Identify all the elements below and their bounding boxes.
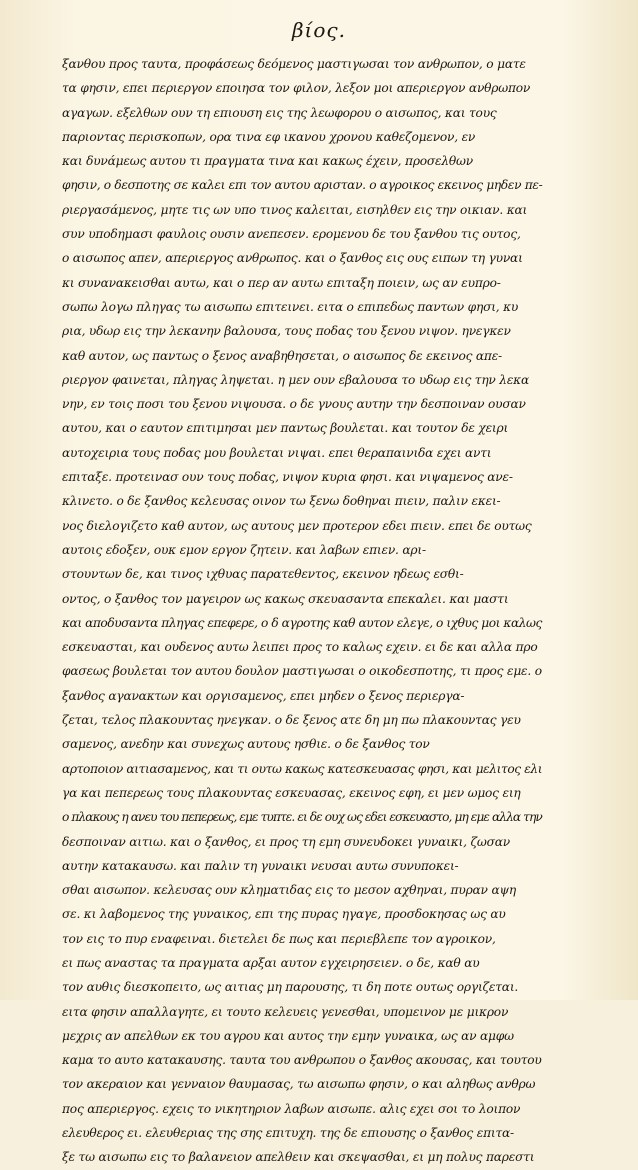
text-line: επιταξε. προτεινασ ουν τους ποδας, νιψον κυρια φησι. και νιψαμενος ανε- [62, 470, 513, 485]
text-line: ειτα φησιν απαλλαγητε, ει τουτο κελευεις γενεσθαι, υπομεινον με μικρον [62, 1004, 509, 1019]
text-line: καθ αυτον, ως παντως ο ξενος αναβηθησεται, ο αισωπος δε εκεινος απε- [62, 348, 502, 363]
text-line: αυτοις εδοξεν, ουκ εμον εργον ζητειν. και λαβων επιεν. αρι- [62, 542, 426, 557]
text-line: αγαγων. εξελθων ουν τη επιουση εις της λεωφορου ο αισωπος, και τους [62, 105, 497, 120]
text-line: τον ακεραιον και γενναιον θαυμασας, τω αισωπω φησιν, ο και αληθως ανθρω [62, 1077, 536, 1092]
text-line: νος διελογιζετο καθ αυτον, ως αυτους μεν προτερον εδει πιειν. επει δε ουτως [62, 518, 532, 533]
text-line: αυτοχειρια τους ποδας μου βουλεται νιψαι. επει θεραπαινιδα εχει αντι [62, 445, 492, 460]
text-line: ξανθος αγανακτων και οργισαμενος, επει μηδεν ο ξενος περιεργα- [62, 688, 465, 703]
text-line: αρτοποιον αιτιασαμενος, και τι ουτω κακως κατεσκευασας φησι, και μελιτος ελι [62, 761, 543, 776]
text-line: στουντων δε, και τινος ιχθυας παρατεθεντος, εκεινον ηδεως εσθι- [62, 567, 464, 582]
text-line: πος απεριεργος. εχεις το νικητηριον λαβων αισωπε. αλις εχει σοι το λοιπον [62, 1101, 521, 1116]
text-line: τα φησιν, επει περιεργον εποιησα τον φιλον, λεξον μοι απεριεργον ανθρωπον [62, 81, 531, 96]
text-line: ο αισωπος απεν, απεριεργος ανθρωπος. και ο ξανθος εις ους ειπων τη γυναι [62, 251, 523, 266]
text-line: ελευθερος ει. ελευθεριας της σης επιτυχη. της δε επιουσης ο ξανθος επιτα- [62, 1126, 514, 1141]
text-line: αυτην κατακαυσω. και παλιν τη γυναικι νευσαι αυτω συνυποκει- [62, 858, 459, 873]
text-line: κλινετο. ο δε ξανθος κελευσας οινον τω ξενω δοθηναι πιειν, παλιν εκει- [62, 494, 501, 509]
text-line: ξανθου προς ταυτα, προφάσεως δεόμενος μαστιγωσαι τον ανθρωπον, ο ματε [62, 57, 526, 71]
text-line: και αποδυσαντα πληγας επεφερε, ο δ αγροτης καθ αυτον ελεγε, ο ιχθυς μοι καλως [62, 615, 542, 630]
text-line: ρια, υδωρ εις την λεκανην βαλουσα, τους ποδας του ξενου νιψον. ηνεγκεν [62, 324, 511, 339]
text-line: και δυνάμεως αυτου τι πραγματα τινα και κακως έχειν, προσελθων [62, 154, 473, 169]
text-line: τον εις το πυρ εναφειναι. διετελει δε πως και περιεβλεπε τον αγροικον, [62, 931, 496, 946]
text-line: φασεως βουλεται τον αυτου δουλον μαστιγωσαι ο οικοδεσποτης, τι προς εμε. ο [62, 664, 542, 679]
text-line: σε. κι λαβομενος της γυναικος, επι της πυρας ηγαγε, προσδοκησας ως αυ [62, 907, 506, 922]
text-line: καμα το αυτο κατακαυσης. ταυτα του ανθρωπου ο ξανθος ακουσας, και τουτου [62, 1053, 542, 1068]
text-line: φησιν, ο δεσποτης σε καλει επι τον αυτου αρισταν. ο αγροικος εκεινος μηδεν πε- [62, 178, 543, 193]
text-line: σαμενος, ανεδην και συνεχως αυτους ησθιε. ο δε ξανθος τον [62, 737, 430, 752]
text-line: αυτου, και ο εαυτον επιτιμησαι μεν παντως βουλεται. και τουτον δε χειρι [62, 421, 509, 436]
text-line: μεχρις αν απελθων εκ του αγρου και αυτος την εμην γυναικα, ως αν αμφω [62, 1028, 514, 1043]
text-line: σθαι αισωπον. κελευσας ουν κληματιδας εις το μεσον αχθηναι, πυραν αψη [62, 883, 516, 898]
text-line: ει πως αναστας τα πραγματα αρξαι αυτον εγχειρησειεν. ο δε, καθ αυ [62, 955, 480, 970]
text-line: συν υποδημασι φαυλοις ουσιν ανεπεσεν. ερομενου δε του ξανθου τις ουτος, [62, 227, 521, 242]
text-line: τον αυθις διεσκοπειτο, ως αιτιας μη παρουσης, τι δη ποτε ουτως οργιζεται. [62, 980, 519, 995]
text-line: γα και πεπερεως τους πλακουντας εσκευασας, εκεινος εφη, ει μεν ωμος ειη [62, 785, 521, 800]
text-line: εσκευασται, και ουδενος αυτω λειπει προς το καλως εχειν. ει δε και αλλα προ [62, 640, 538, 655]
text-line: δεσποιναν αιτιω. και ο ξανθος, ει προς τη εμη συνευδοκει γυναικι, ζωσαν [62, 834, 510, 849]
text-line: ριεργασάμενος, μητε τις ων υπο τινος καλειται, εισηλθεν εις την οικιαν. και [62, 202, 528, 217]
text-line: νην, εν τοις ποσι του ξενου νιψουσα. ο δε γνους αυτην την δεσποιναν ουσαν [62, 397, 526, 412]
text-line: ο πλακους η ανευ του πεπερεως, εμε τυπτε. ει δε ουχ ως εδει εσκευαστο, μη εμε αλλα την [62, 810, 542, 825]
running-title: βίος. [291, 18, 346, 42]
text-line: σωπω λογω πληγας τω αισωπω επιτεινει. ειτα ο επιπεδως παντων φησι, κυ [62, 299, 519, 314]
text-line: ξε τω αισωπω εις το βαλανειον απελθειν και σκεψασθαι, ει μη πολυς παρεστι [62, 1150, 535, 1165]
text-line: οντος, ο ξανθος τον μαγειρον ως κακως σκευασαντα επεκαλει. και μαστι [62, 591, 509, 606]
text-line: κι συνανακεισθαι αυτω, και ο περ αν αυτω επιταξη ποιειν, ως αν ευπρο- [62, 275, 501, 290]
body-text [62, 52, 542, 1170]
text-line: παριοντας περισκοπων, ορα τινα εφ ικανου χρονου καθεζομενον, εν [62, 129, 476, 144]
text-line: ριεργον φαινεται, πληγας ληψεται. η μεν ουν εβαλουσα το υδωρ εις την λεκα [62, 372, 529, 387]
text-line: ζεται, τελος πλακουντας ηνεγκαν. ο δε ξενος ατε δη μη πω πλακουντας γευ [62, 713, 521, 728]
